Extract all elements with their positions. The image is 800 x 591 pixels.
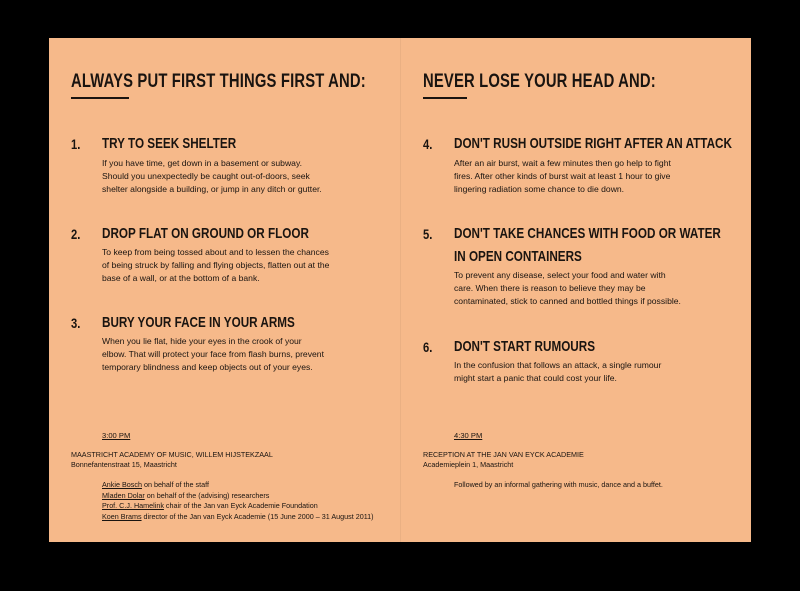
item-body: If you have time, get down in a basement or subway. Should you unexpectedly be caught out-of-doors, seek shelter alongside a building, or jump in any ditch or gutter.	[102, 158, 322, 194]
item-number: 2.	[71, 226, 81, 242]
speaker-entry: Prof. C.J. Hamelink chair of the Jan van Eyck Academie Foundation	[102, 501, 318, 510]
speaker-entry: Mladen Dolar on behalf of the (advising) researchers	[102, 490, 270, 500]
speaker-list	[102, 480, 374, 522]
page-fold	[400, 38, 401, 542]
item-body: When you lie flat, hide your eyes in the crook of your elbow. That will protect your face from flash burns, prevent temporary blindness and keep objects out of your eyes.	[102, 336, 324, 372]
item-number: 1.	[71, 136, 81, 152]
venue: RECEPTION AT THE JAN VAN EYCK ACADEMIE Academieplein 1, Maastricht	[423, 450, 584, 469]
left-heading-underline	[71, 97, 129, 99]
event-note: Followed by an informal gathering with music, dance and a buffet.	[454, 480, 663, 489]
right-heading-underline	[423, 97, 467, 99]
item-title: DON'T START RUMOURS	[454, 338, 596, 355]
speaker-entry: Koen Brams director of the Jan van Eyck Academie (15 June 2000 – 31 August 2011)	[102, 511, 374, 521]
item-title: DON'T RUSH OUTSIDE RIGHT AFTER AN ATTACK	[454, 135, 732, 152]
item-body: In the confusion that follows an attack, a single rumour might start a panic that could cost your life.	[454, 360, 662, 383]
right-heading: NEVER LOSE YOUR HEAD AND:	[423, 71, 656, 92]
item-number: 3.	[71, 315, 81, 331]
item-title-continued: IN OPEN CONTAINERS	[454, 248, 582, 265]
item-number: 4.	[423, 136, 433, 152]
event-time: 4:30 PM	[454, 431, 483, 440]
item-number: 5.	[423, 226, 433, 242]
event-time: 3:00 PM	[102, 431, 131, 440]
item-body: To prevent any disease, select your food and water with care. When there is reason to believe they may be contaminated, stick to canned and bottled things if possible.	[454, 270, 681, 306]
item-title: DON'T TAKE CHANCES WITH FOOD OR WATER	[454, 225, 721, 242]
venue: MAASTRICHT ACADEMY OF MUSIC, WILLEM HIJSTEKZAAL Bonnefantenstraat 15, Maastricht	[71, 450, 273, 469]
item-title: DROP FLAT ON GROUND OR FLOOR	[102, 225, 309, 242]
speaker-entry: Ankie Bosch on behalf of the staff	[102, 480, 209, 489]
left-heading: ALWAYS PUT FIRST THINGS FIRST AND:	[71, 71, 366, 92]
item-body: After an air burst, wait a few minutes then go help to fight fires. After other kinds of burst wait at least 1 hour to give lingering radiation some chance to die down.	[454, 158, 671, 194]
item-title: TRY TO SEEK SHELTER	[102, 135, 237, 152]
item-title: BURY YOUR FACE IN YOUR ARMS	[102, 314, 295, 331]
item-number: 6.	[423, 339, 433, 355]
item-body: To keep from being tossed about and to lessen the chances of being struck by falling and flying objects, flatten out at the base of a wall, or at the bottom of a bank.	[102, 247, 330, 283]
